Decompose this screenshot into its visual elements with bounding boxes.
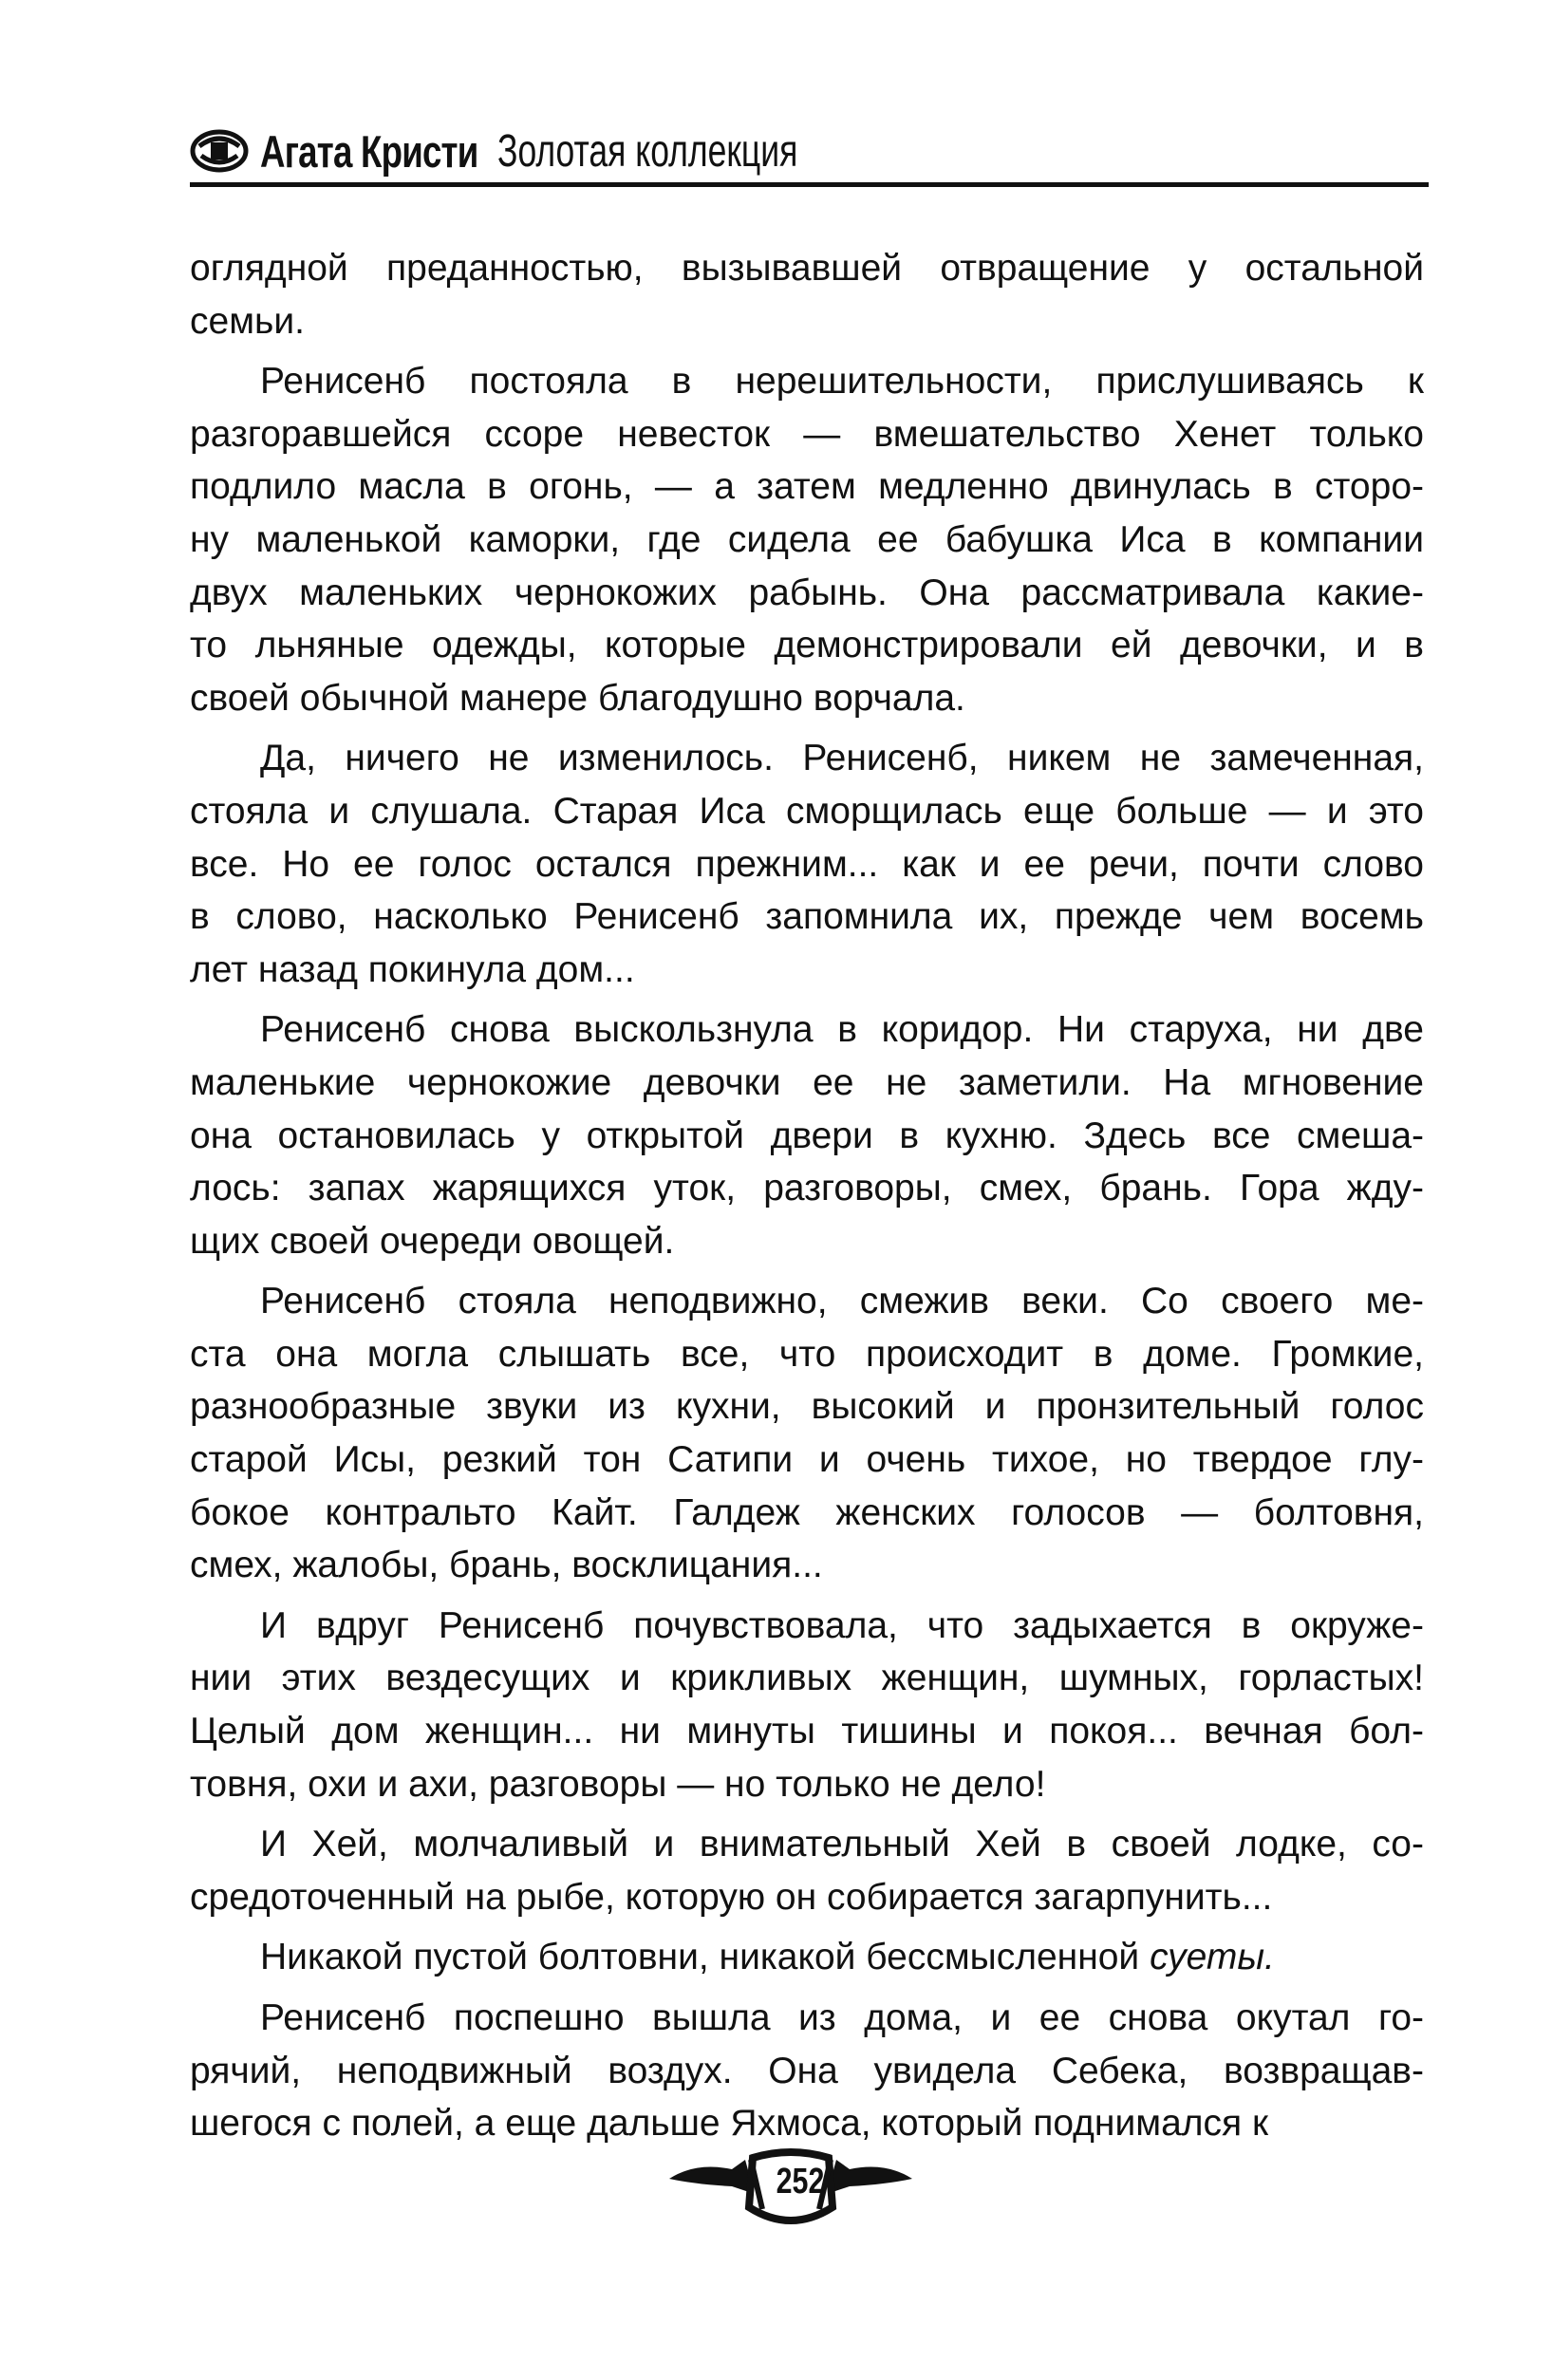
text-line: разгоравшейся ссоре невесток — вмешательство Хенет только: [190, 413, 1424, 455]
author-name: Агата Кристи: [260, 125, 478, 177]
text-line: Ренисенб снова выскользнула в коридор. Ни старуха, ни две: [260, 1009, 1424, 1051]
text-line: разнообразные звуки из кухни, высокий и пронзительный голос: [190, 1386, 1424, 1428]
paragraph: [190, 355, 1424, 724]
page-number-ornament: [658, 2141, 924, 2236]
text-line: рячий, неподвижный воздух. Она увидела Себека, возвращав-: [190, 2050, 1424, 2091]
emphasis: суеты.: [1150, 1937, 1275, 1978]
text-line: лет назад покинула дом...: [190, 948, 635, 990]
text-line: Да, ничего не изменилось. Ренисенб, никем не замеченная,: [260, 738, 1424, 779]
text-line: то льняные одежды, которые демонстрировали ей девочки, и в: [190, 625, 1424, 666]
text-line: она остановилась у открытой двери в кухню. Здесь все смеша-: [190, 1115, 1424, 1156]
text-line: ста она могла слышать все, что происходит в доме. Громкие,: [190, 1333, 1424, 1375]
text-line: семьи.: [190, 300, 305, 342]
paragraph: [190, 1818, 1424, 1923]
paragraph: [190, 1600, 1424, 1810]
text-line: Ренисенб поспешно вышла из дома, и ее снова окутал го-: [260, 1997, 1424, 2038]
running-header: [190, 118, 1424, 184]
text-line: маленькие чернокожие девочки ее не заметили. На мгновение: [190, 1061, 1424, 1103]
text-line: смех, жалобы, брань, восклицания...: [190, 1545, 823, 1586]
text-line: шегося с полей, а еще дальше Яхмоса, который поднимался к: [190, 2103, 1269, 2145]
text-line: подлило масла в огонь, — а затем медленно двинулась в сторо-: [190, 466, 1424, 508]
text-line: товня, охи и ахи, разговоры — но только не дело!: [190, 1763, 1046, 1805]
paragraph: [190, 1992, 1424, 2150]
series-title: Золотая коллекция: [497, 125, 798, 177]
text-line: Никакой пустой болтовни, никакой бессмысленной суеты.: [260, 1937, 1275, 1978]
text-line: лось: запах жарящихся уток, разговоры, смех, брань. Гора жду-: [190, 1168, 1424, 1209]
publisher-logo-icon: [190, 127, 249, 175]
header-rule: [190, 182, 1429, 187]
text-line: бокое контральто Кайт. Галдеж женских голосов — болтовня,: [190, 1491, 1424, 1533]
text-line: щих своей очереди овощей.: [190, 1220, 675, 1262]
body-text: [190, 242, 1424, 2158]
text-line: И Хей, молчаливый и внимательный Хей в своей лодке, со-: [260, 1824, 1424, 1865]
paragraph: [190, 1003, 1424, 1267]
text-line: Ренисенб стояла неподвижно, смежив веки. Со своего ме-: [260, 1281, 1424, 1322]
text-line: ну маленькой каморки, где сидела ее бабушка Иса в компании: [190, 518, 1424, 560]
text-line: стояла и слушала. Старая Иса сморщилась еще больше — и это: [190, 790, 1424, 832]
text-line: старой Исы, резкий тон Сатипи и очень тихое, но твердое глу-: [190, 1439, 1424, 1481]
text-line: в слово, насколько Ренисенб запомнила их, прежде чем восемь: [190, 896, 1424, 938]
text-line: нии этих вездесущих и крикливых женщин, шумных, горластых!: [190, 1658, 1424, 1699]
text-line: оглядной преданностью, вызывавшей отвращение у остальной: [190, 248, 1424, 289]
text-line: своей обычной манере благодушно ворчала.: [190, 677, 965, 719]
paragraph: [190, 1275, 1424, 1592]
text-line: Целый дом женщин... ни минуты тишины и покоя... вечная бол-: [190, 1711, 1424, 1752]
paragraph: [190, 732, 1424, 996]
paragraph: [190, 1931, 1424, 1984]
paragraph: [190, 242, 1424, 347]
text-line: И вдруг Ренисенб почувствовала, что задыхается в окруже-: [260, 1604, 1424, 1646]
page-number: 252: [776, 2162, 825, 2202]
text-line: все. Но ее голос остался прежним... как и ее речи, почти слово: [190, 843, 1424, 885]
text-line: двух маленьких чернокожих рабынь. Она рассматривала какие-: [190, 572, 1424, 613]
text-line: Ренисенб постояла в нерешительности, прислушиваясь к: [260, 361, 1424, 403]
text-line: средоточенный на рыбе, которую он собирается загарпунить...: [190, 1876, 1273, 1918]
